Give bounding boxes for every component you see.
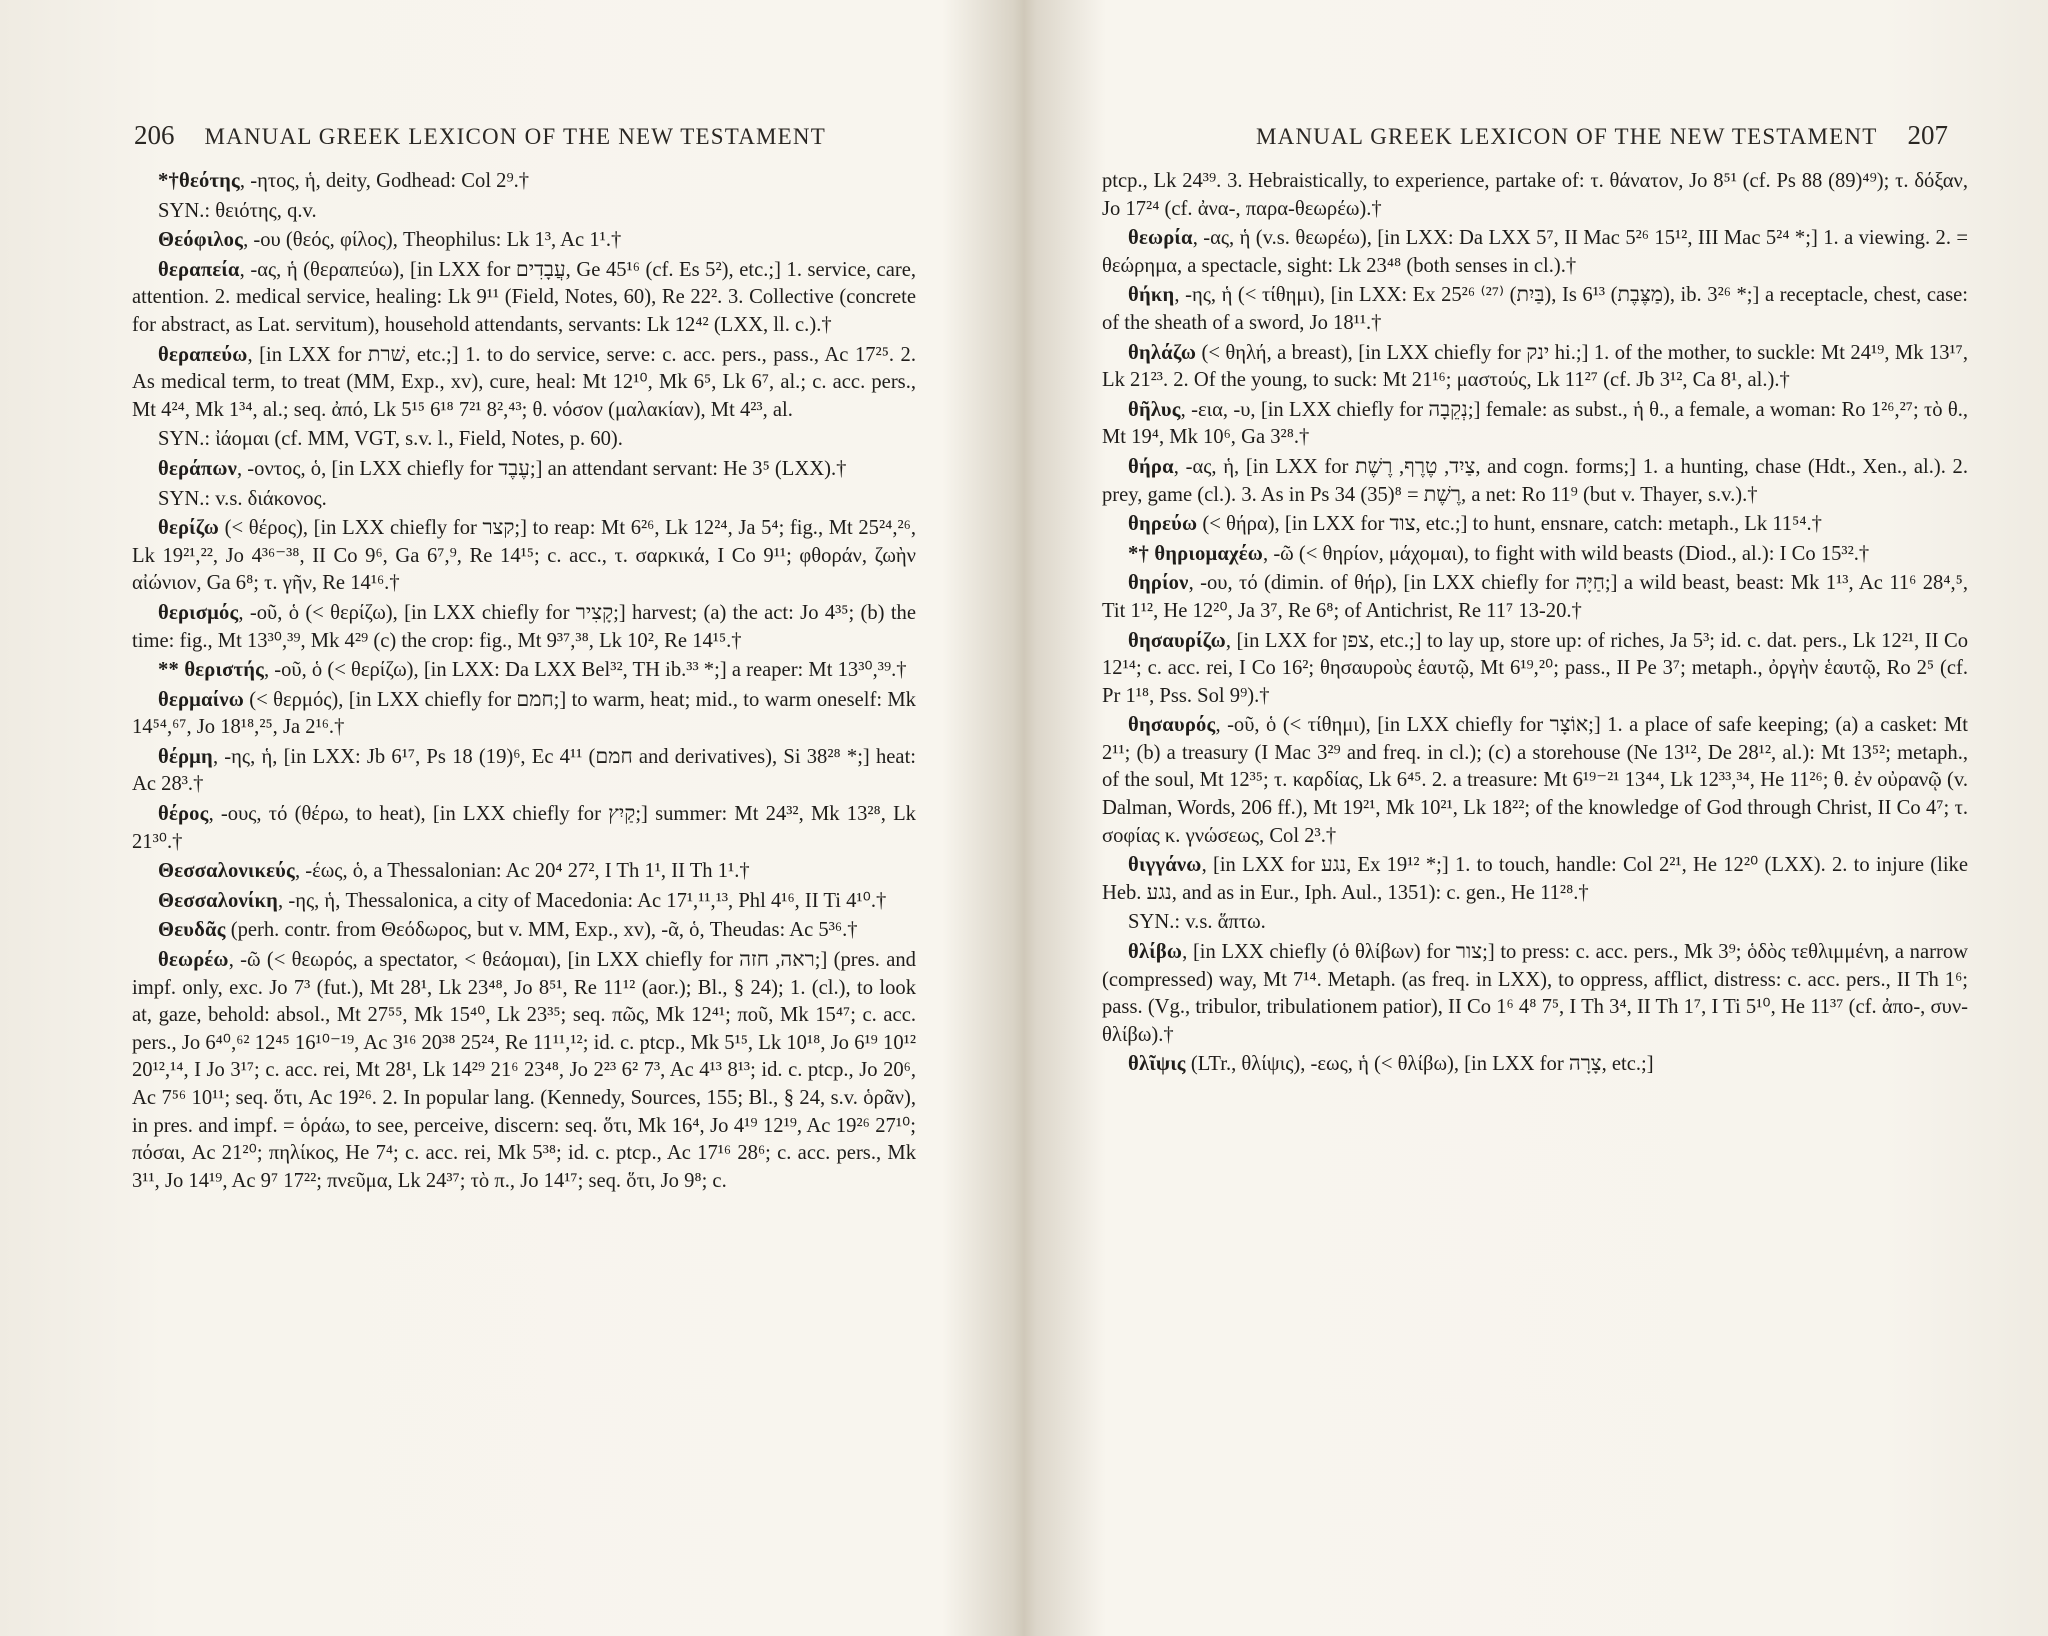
lexicon-entry xyxy=(1102,852,1968,907)
lexicon-entry xyxy=(132,198,916,226)
entry-definition: (< θερμός), [in LXX chiefly for חמם;] to warm, heat; mid., to warm oneself: Mk 14⁵⁴,⁶⁷, Jo 18¹⁸,²⁵, Ja 2¹⁶.† xyxy=(132,688,916,739)
right-page-text xyxy=(1102,168,1968,1079)
entry-definition: (< θηλή, a breast), [in LXX chiefly for ינק hi.;] 1. of the mother, to suckle: Mt 24¹⁹, Mk 13¹⁷, Lk 21²³. 2. Of the young, to suck: Mt 21¹⁶; μαστούς, Lk 11²⁷ (cf. Jb 3¹², Ca 8¹, al.).† xyxy=(1102,341,1969,392)
lexicon-entry xyxy=(1102,1051,1968,1079)
running-head-left xyxy=(134,120,826,151)
entry-headword: *† θηριομαχέω xyxy=(1128,542,1264,565)
entry-headword: θηρεύω xyxy=(1128,513,1198,536)
entry-headword: Θεόφιλος xyxy=(158,229,244,252)
entry-definition: (LTr., θλίψις), -εως, ἡ (< θλίβω), [in LXX for צָרָה, etc.;] xyxy=(1185,1053,1654,1076)
lexicon-entry xyxy=(132,657,916,685)
entry-headword: θερμαίνω xyxy=(158,688,244,711)
lexicon-entry xyxy=(1102,454,1968,509)
left-page xyxy=(0,0,1010,1636)
entry-definition: , -ους, τό (θέρω, to heat), [in LXX chiefly for קַיִץ;] summer: Mt 24³², Mk 13²⁸, Lk 21³⁰.† xyxy=(132,803,916,853)
entry-headword: θήρα xyxy=(1128,455,1174,478)
entry-headword: θέρος xyxy=(158,803,209,826)
entry-definition: ptcp., Lk 24³⁹. 3. Hebraistically, to experience, partake of: τ. θάνατον, Jo 8⁵¹ (cf. Ps 88 (89)⁴⁹); τ. δόξαν, Jo 17²⁴ (cf. ἀνα-, παρα-θεωρέω).† xyxy=(1102,170,1968,220)
entry-definition: , -έως, ὁ, a Thessalonian: Ac 20⁴ 27², I Th 1¹, II Th 1¹.† xyxy=(294,860,750,883)
running-head-title: MANUAL GREEK LEXICON OF THE NEW TESTAMENT xyxy=(1256,124,1878,149)
lexicon-entry xyxy=(1102,397,1968,452)
entry-headword: θιγγάνω xyxy=(1128,854,1202,877)
page-number: 206 xyxy=(134,120,175,150)
entry-headword: θεωρία xyxy=(1128,227,1193,250)
lexicon-entry xyxy=(1102,225,1968,280)
entry-headword: θηρίον xyxy=(1128,572,1189,595)
lexicon-entry xyxy=(132,744,916,799)
entry-headword: θλίβω xyxy=(1128,941,1183,964)
lexicon-entry xyxy=(132,600,916,655)
lexicon-entry xyxy=(1102,628,1968,711)
entry-definition: , -ας, ἡ (θεραπεύω), [in LXX for עֲבָדִים, Ge 45¹⁶ (cf. Es 5²), etc.;] 1. service, care, attention. 2. medical service, healing: Lk 9¹¹ (Field, Notes, 60), Re 22². 3. Collective (concrete for abstract, as Lat. servitum), household attendants, servants: Lk 12⁴² (LXX, ll. c.).† xyxy=(132,258,916,336)
lexicon-entry xyxy=(1102,712,1968,850)
lexicon-entry xyxy=(1102,939,1968,1049)
lexicon-entry xyxy=(132,947,916,1195)
entry-definition: , -οντος, ὁ, [in LXX chiefly for עֶבֶד;] an attendant servant: He 3⁵ (LXX).† xyxy=(237,457,847,480)
entry-definition: (< θήρα), [in LXX for צוד, etc.;] to hunt, ensnare, catch: metaph., Lk 11⁵⁴.† xyxy=(1197,513,1822,536)
entry-definition: , -ῶ (< θεωρός, a spectator, < θεάομαι), [in LXX chiefly for ראה, חזה;] (pres. and impf. only, exc. Jo 7³ (fut.), Mt 28¹, Lk 23⁴⁸, Jo 8⁵¹, Re 11¹² (aor.); Bl., § 24); 1. (cl.), to look at, gaze, behold: absol., Mt 27⁵⁵, Mk 15⁴⁰, Lk 23³⁵; seq. πῶς, Mk 12⁴¹; ποῦ, Mk 15⁴⁷; c. acc. pers., Jo 6⁴⁰,⁶² 12⁴⁵ 16¹⁰⁻¹⁹, Ac 3¹⁶ 20³⁸ 25²⁴, Re 11¹¹,¹²; id. c. ptcp., Mk 5¹⁵, Lk 10¹⁸, Jo 6¹⁹ 10¹² 20¹²,¹⁴, I Jo 3¹⁷; c. acc. rei, Mt 28¹, Lk 14²⁹ 21⁶ 23⁴⁸, Jo 2²³ 6² 7³, Ac 4¹³ 8¹³; id. c. ptcp., Jo 20⁶, Ac 7⁵⁶ 10¹¹; seq. ὅτι, Ac 19²⁶. 2. In popular lang. (Kennedy, Sources, 155; Bl., § 24, s.v. ὁρᾶν), in pres. and impf. = ὁράω, to see, perceive, discern: seq. ὅτι, Mk 16⁴, Jo 4¹⁹ 12¹⁹, Ac 19²⁶ 27¹⁰; πόσαι, Ac 21²⁰; πηλίκος, He 7⁴; c. acc. rei, Mk 5³⁸; id. c. ptcp., Ac 17¹⁶ 28⁶; c. acc. pers., Mk 3¹¹, Jo 14¹⁹, Ac 9⁷ 17²²; πνεῦμα, Lk 24³⁷; τὸ π., Jo 14¹⁷; seq. ὅτι, Jo 9⁸; c. xyxy=(132,949,916,1192)
entry-headword: ** θεριστής xyxy=(158,659,264,682)
entry-definition: , -οῦ, ὁ (< τίθημι), [in LXX chiefly for אוֹצָר;] 1. a place of safe keeping; (a) a casket: Mt 2¹¹; (b) a treasury (I Mac 3²⁹ and freq. in cl.); (c) a storehouse (Ne 13¹², De 28¹², al.): Mt 13⁵²; metaph., of the soul, Mt 12³⁵; τ. καρδίας, Lk 6⁴⁵. 2. a treasure: Mt 6¹⁹⁻²¹ 13⁴⁴, Lk 12³³,³⁴, He 11²⁶; θ. ἐν οὐρανῷ (v. Dalman, Words, 206 ff.), Mt 19²¹, Mk 10²¹, Lk 18²²; of the knowledge of God through Christ, II Co 4⁷; τ. σοφίας κ. γνώσεως, Col 2³.† xyxy=(1102,714,1968,847)
entry-definition: (perh. contr. from Θεόδωρος, but v. MM, Exp., xv), -ᾶ, ὁ, Theudas: Ac 5³⁶.† xyxy=(225,919,858,942)
entry-definition: , [in LXX for נגע, Ex 19¹² *;] 1. to touch, handle: Col 2²¹, He 12²⁰ (LXX). 2. to injure (like Heb. נגע, and as in Eur., Iph. Aul., 1351): c. gen., He 11²⁸.† xyxy=(1102,854,1968,904)
entry-definition: , -οῦ, ὁ (< θερίζω), [in LXX: Da LXX Bel³², TH ib.³³ *;] a reaper: Mt 13³⁰,³⁹.† xyxy=(263,659,907,682)
entry-headword: *†θεότης xyxy=(158,170,240,192)
lexicon-entry xyxy=(1102,168,1968,223)
entry-headword: θεωρέω xyxy=(158,949,229,972)
lexicon-entry xyxy=(132,888,916,916)
entry-headword: θησαυρός xyxy=(1128,714,1216,737)
entry-definition: , [in LXX chiefly (ὁ θλίβων) for צור;] to press: c. acc. pers., Mk 3⁹; ὁδὸς τεθλιμμένη, a narrow (compressed) way, Mt 7¹⁴. Metaph. (as freq. in LXX), to oppress, afflict, distress: c. acc. pers., II Th 1⁶; pass. (Vg., tribulor, tribulationem patior), II Co 1⁶ 4⁸ 7⁵, I Th 3⁴, II Th 1⁷, I Ti 5¹⁰, He 11³⁷ (cf. ἀπο-, συν-θλίβω).† xyxy=(1102,941,1968,1046)
lexicon-entry xyxy=(1102,282,1968,337)
entry-definition: , -ης, ἡ, Thessalonica, a city of Macedonia: Ac 17¹,¹¹,¹³, Phl 4¹⁶, II Ti 4¹⁰.† xyxy=(278,889,887,912)
running-head-title: MANUAL GREEK LEXICON OF THE NEW TESTAMENT xyxy=(204,124,826,149)
lexicon-entry xyxy=(132,426,916,454)
entry-headword: θερισμός xyxy=(158,601,239,624)
running-head-right xyxy=(1256,120,1948,151)
lexicon-entry xyxy=(132,486,916,514)
entry-definition: , -οῦ, ὁ (< θερίζω), [in LXX chiefly for קָצִיר;] harvest; (a) the act: Jo 4³⁵; (b) the time: fig., Mt 13³⁰,³⁹, Mk 4²⁹ (c) the crop: fig., Mt 9³⁷,³⁸, Lk 10², Re 14¹⁵.† xyxy=(132,601,916,652)
entry-definition: , [in LXX for צפן, etc.;] to lay up, store up: of riches, Ja 5³; id. c. dat. pers., Lk 12²¹, II Co 12¹⁴; c. acc. rei, I Co 16²; θησαυροὺς ἑαυτῷ, Mt 6¹⁹,²⁰; pass., II Pe 3⁷; metaph., ὀργὴν ἑαυτῷ, Ro 2⁵ (cf. Pr 1¹⁸, Pss. Sol 9⁹).† xyxy=(1102,629,1968,707)
lexicon-entry xyxy=(1102,340,1968,395)
entry-headword: θηλάζω xyxy=(1128,341,1197,364)
lexicon-entry xyxy=(132,801,916,856)
entry-definition: , [in LXX for שׁרת, etc.;] 1. to do service, serve: c. acc. pers., pass., Ac 17²⁵. 2. As medical term, to treat (MM, Exp., xv), cure, heal: Mt 12¹⁰, Mk 6⁵, Lk 6⁷, al.; c. acc. pers., Mt 4²⁴, Mk 1³⁴, al.; seq. ἀπό, Lk 5¹⁵ 6¹⁸ 7²¹ 8²,⁴³; θ. νόσον (μαλακίαν), Mt 4²³, al. xyxy=(132,343,916,421)
right-page xyxy=(1030,0,2048,1636)
left-page-text xyxy=(132,168,916,1195)
lexicon-entry xyxy=(132,168,916,196)
lexicon-entry xyxy=(132,257,916,340)
entry-definition: , -ῶ (< θηρίον, μάχομαι), to fight with wild beasts (Diod., al.): I Co 15³².† xyxy=(1263,542,1870,565)
lexicon-entry xyxy=(132,456,916,484)
entry-definition: , -ας, ἡ (v.s. θεωρέω), [in LXX: Da LXX 5⁷, II Mac 5²⁶ 15¹², III Mac 5²⁴ *;] 1. a viewing. 2. = θεώρημα, a spectacle, sight: Lk 23⁴⁸ (both senses in cl.).† xyxy=(1102,227,1968,277)
entry-headword: θέρμη xyxy=(158,745,213,768)
entry-definition: , -ητος, ἡ, deity, Godhead: Col 2⁹.† xyxy=(239,170,530,192)
entry-definition: , -ης, ἡ, [in LXX: Jb 6¹⁷, Ps 18 (19)⁶, Ec 4¹¹ (חמם and derivatives), Si 38²⁸ *;] heat: Ac 28³.† xyxy=(132,745,917,796)
entry-headword: θῆλυς xyxy=(1128,398,1181,421)
lexicon-entry xyxy=(1102,570,1968,625)
entry-definition: SYN.: v.s. ἅπτω. xyxy=(1128,911,1266,934)
entry-definition: , -ου, τό (dimin. of θήρ), [in LXX chiefly for חַיָּה;] a wild beast, beast: Mk 1¹³, Ac 11⁶ 28⁴,⁵, Tit 1¹², He 12²⁰, Ja 3⁷, Re 6⁸; of Antichrist, Re 11⁷ 13-20.† xyxy=(1102,572,1969,622)
entry-headword: θησαυρίζω xyxy=(1128,629,1226,652)
entry-headword: Θεσσαλονίκη xyxy=(158,889,279,912)
entry-definition: SYN.: ἰάομαι (cf. MM, VGT, s.v. l., Field, Notes, p. 60). xyxy=(158,428,623,451)
lexicon-entry xyxy=(132,342,916,425)
lexicon-entry xyxy=(1102,511,1968,539)
lexicon-entry xyxy=(132,687,916,742)
lexicon-entry xyxy=(132,515,916,598)
entry-definition: SYN.: θειότης, q.v. xyxy=(158,199,317,222)
entry-headword: θεράπων xyxy=(158,457,237,480)
entry-headword: θεραπεία xyxy=(158,258,240,281)
lexicon-entry xyxy=(132,858,916,886)
entry-definition: , -ας, ἡ, [in LXX for צַיִד, טֶרֶף, רֶשֶׁת, and cogn. forms;] 1. a hunting, chase (Hdt., Xen., al.). 2. prey, game (cl.). 3. As in Ps 34 (35)⁸ = רֶשֶׁת, a net: Ro 11⁹ (but v. Thayer, s.v.).† xyxy=(1102,455,1968,506)
lexicon-entry xyxy=(132,917,916,945)
page-number: 207 xyxy=(1907,120,1948,150)
entry-headword: θερίζω xyxy=(158,517,220,540)
entry-definition: SYN.: v.s. διάκονος. xyxy=(158,487,327,510)
lexicon-entry xyxy=(1102,541,1968,569)
entry-headword: θήκη xyxy=(1128,284,1175,307)
entry-headword: Θευδᾶς xyxy=(158,919,226,942)
entry-definition: (< θέρος), [in LXX chiefly for קצר;] to reap: Mt 6²⁶, Lk 12²⁴, Ja 5⁴; fig., Mt 25²⁴,²⁶, Lk 19²¹,²², Jo 4³⁶⁻³⁸, II Co 9⁶, Ga 6⁷,⁹, Re 14¹⁵; c. acc., τ. σαρκικά, I Co 9¹¹; φθοράν, ζωὴν αἰώνιον, Ga 6⁸; τ. γῆν, Re 14¹⁶.† xyxy=(132,517,916,595)
lexicon-entry xyxy=(1102,909,1968,937)
entry-definition: , -ης, ἡ (< τίθημι), [in LXX: Ex 25²⁶ ⁽²⁷⁾ (בַּיִת), Is 6¹³ (מַצֶּבֶת), ib. 3²⁶ *;] a receptacle, chest, case: of the sheath of a sword, Jo 18¹¹.† xyxy=(1102,284,1968,334)
lexicon-entry xyxy=(132,227,916,255)
entry-definition: , -εια, -υ, [in LXX chiefly for נְקֵבָה;] female: as subst., ἡ θ., a female, a woman: Ro 1²⁶,²⁷; τὸ θ., Mt 19⁴, Mk 10⁶, Ga 3²⁸.† xyxy=(1102,398,1968,449)
entry-definition: , -ου (θεός, φίλος), Theophilus: Lk 1³, Ac 1¹.† xyxy=(243,229,622,252)
entry-headword: θλῖψις xyxy=(1128,1053,1186,1076)
entry-headword: θεραπεύω xyxy=(158,343,248,366)
entry-headword: Θεσσαλονικεύς xyxy=(158,860,295,883)
